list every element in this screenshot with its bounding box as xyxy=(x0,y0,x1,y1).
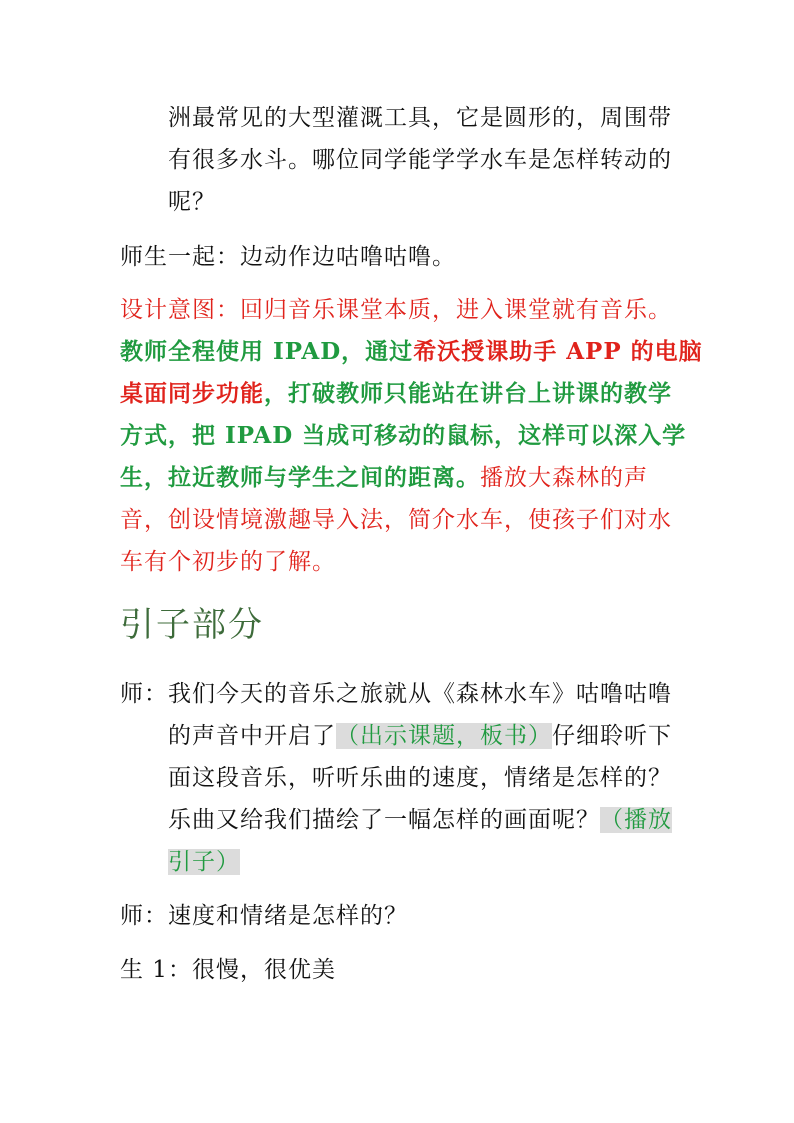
paragraph-line xyxy=(168,800,672,840)
section-heading: 引子部分 xyxy=(120,605,264,645)
paragraph-line xyxy=(168,842,240,882)
paragraph-line: 生 1：很慢，很优美 xyxy=(120,957,336,983)
design-intent-line: 音，创设情境激趣导入法，简介水车，使孩子们对水 xyxy=(120,507,672,533)
design-intent-line: 方式，把 IPAD 当成可移动的鼠标，这样可以深入学 xyxy=(120,422,687,449)
text-run: 教师全程使用 IPAD，通过 xyxy=(120,338,414,365)
paragraph-line: 呢？ xyxy=(168,189,216,215)
design-intent-line xyxy=(120,374,672,414)
text-run: 希沃授课助手 APP 的 xyxy=(413,338,655,365)
design-intent-line: 车有个初步的了解。 xyxy=(120,549,336,575)
paragraph-line: 师：我们今天的音乐之旅就从《森林水车》咕噜咕噜 xyxy=(120,681,672,707)
paragraph-line: 面这段音乐，听听乐曲的速度，情绪是怎样的？ xyxy=(168,765,672,791)
design-intent-line xyxy=(120,332,703,372)
text-run: 乐曲又给我们描绘了一幅怎样的画面呢？ xyxy=(168,807,600,833)
text-run: ，打破教师只能站在讲台上讲课的教学 xyxy=(264,380,672,407)
text-run: 播放大森林的声 xyxy=(480,465,648,491)
text-run: 仔细聆听下 xyxy=(552,723,672,749)
paragraph-line: 洲最常见的大型灌溉工具，它是圆形的，周围带 xyxy=(168,105,672,131)
highlighted-note: （播放 xyxy=(600,807,672,833)
paragraph-line xyxy=(168,716,672,756)
design-intent-line xyxy=(120,458,648,498)
text-run: 桌面同步功能 xyxy=(120,380,264,407)
highlighted-note: （出示课题，板书） xyxy=(336,723,552,749)
text-run: 的声音中开启了 xyxy=(168,723,336,749)
paragraph-line: 师：速度和情绪是怎样的？ xyxy=(120,903,408,929)
text-run: 电脑 xyxy=(654,338,703,365)
paragraph-line: 师生一起：边动作边咕噜咕噜。 xyxy=(120,244,456,270)
highlighted-note: 引子） xyxy=(168,849,240,875)
design-intent-line: 设计意图：回归音乐课堂本质，进入课堂就有音乐。 xyxy=(120,297,672,323)
paragraph-line: 有很多水斗。哪位同学能学学水车是怎样转动的 xyxy=(168,147,672,173)
text-run: 生，拉近教师与学生之间的距离。 xyxy=(120,464,480,491)
